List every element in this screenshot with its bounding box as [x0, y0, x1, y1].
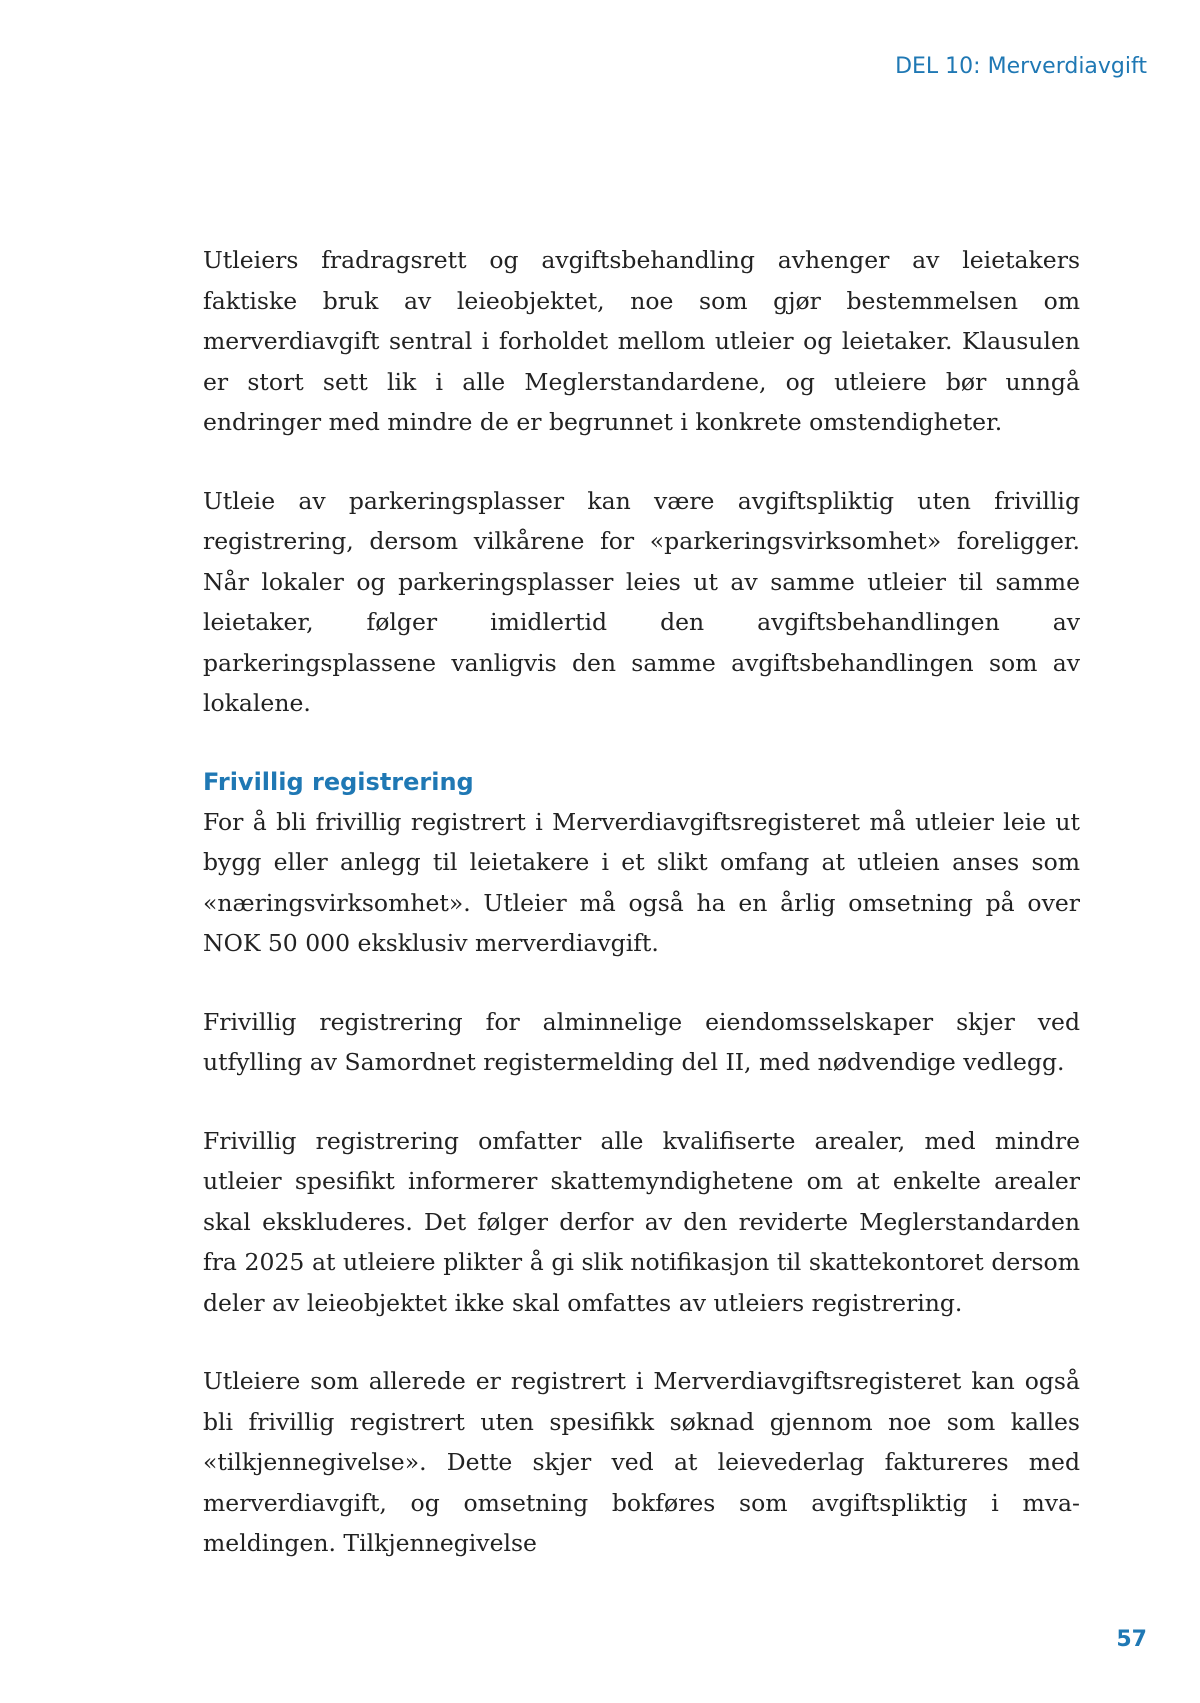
paragraph-registermelding: Frivillig registrering for alminnelige eiendomsselskaper skjer ved utfylling av Samordnet registermelding del II, med nødvendige vedlegg. [203, 1007, 1080, 1076]
paragraph-tilkjennegivelse: Utleiere som allerede er registrert i Merverdiavgiftsregisteret kan også bli frivillig registrert uten spesifikk søknad gjennom noe som kalles «tilkjennegivelse». Dette skjer ved at leievederlag faktureres med merverdiavgift, og omsetning bokføres som avgiftspliktig i mva-meldingen. Tilkjennegivelse [203, 1367, 1080, 1557]
page-number: 57 [1116, 1627, 1147, 1652]
paragraph-parkering: Utleie av parkeringsplasser kan være avgiftspliktig uten frivillig registrering, dersom vilkårene for «parkeringsvirksomhet» foreligger. Når lokaler og parkeringsplasser leies ut av samme utleier til samme leietaker, følger imidlertid den avgiftsbehandlingen av parkeringsplassene vanligvis den samme avgiftsbehandlingen som av lokalene. [203, 486, 1080, 717]
paragraph-fradragsrett: Utleiers fradragsrett og avgiftsbehandling avhenger av leietakers faktiske bruk av leieobjektet, noe som gjør bestemmelsen om merverdiavgift sentral i forholdet mellom utleier og leietaker. Klausulen er stort sett lik i alle Meglerstandardene, og utleiere bør unngå endringer med mindre de er begrunnet i konkrete omstendigheter. [203, 246, 1080, 436]
page-body [203, 240, 1080, 1602]
paragraph-omfang: Frivillig registrering omfatter alle kvalifiserte arealer, med mindre utleier spesifikt informerer skattemyndighetene om at enkelte arealer skal ekskluderes. Det følger derfor av den reviderte Meglerstandarden fra 2025 at utleiere plikter å gi slik notifikasjon til skattekontoret dersom deler av leieobjektet ikke skal omfattes av utleiers registrering. [203, 1126, 1080, 1317]
section-heading-frivillig-registrering: Frivillig registrering [203, 767, 474, 796]
running-header: DEL 10: Merverdiavgift [895, 54, 1147, 79]
paragraph-vilkar-registrering: For å bli frivillig registrert i Merverdiavgiftsregisteret må utleier leie ut bygg eller anlegg til leietakere i et slikt omfang at utleien anses som «næringsvirksomhet». Utleier må også ha en årlig omsetning på over NOK 50 000 eksklusiv merverdiavgift. [203, 807, 1080, 957]
